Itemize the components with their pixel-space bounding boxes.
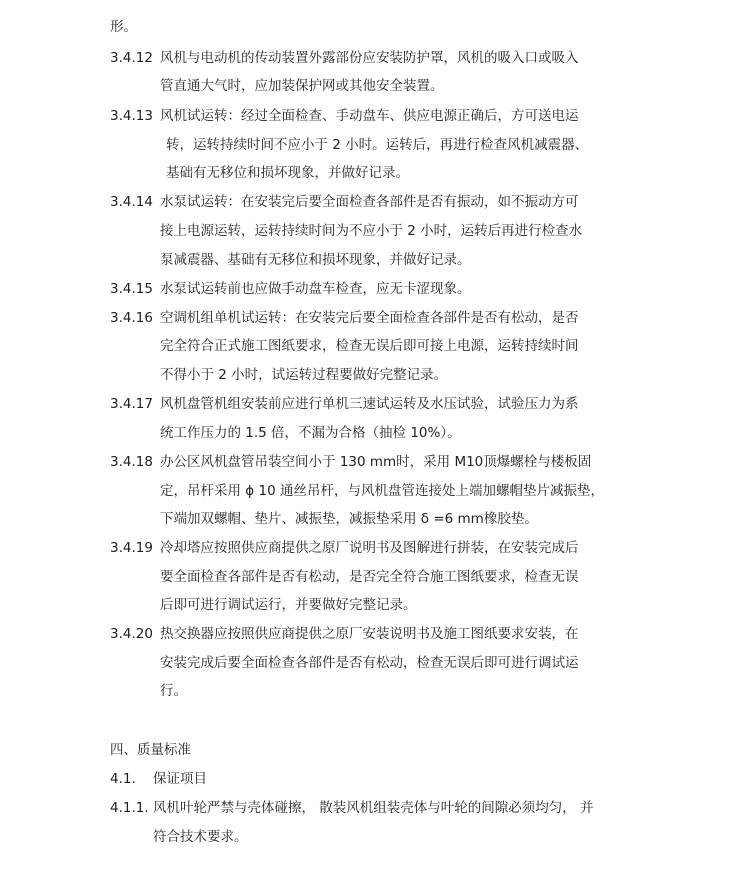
item-text-line: 统工作压力的 1.5 倍，不漏为合格（抽检 10%）。 bbox=[160, 425, 461, 441]
item-number: 3.4.12 bbox=[110, 50, 153, 66]
item-number: 3.4.13 bbox=[110, 108, 153, 124]
item-number: 3.4.20 bbox=[110, 626, 153, 642]
item-text-line: 风机与电动机的传动装置外露部份应安装防护罩，风机的吸入口或吸入 bbox=[160, 50, 579, 66]
item-text-line: 下端加双螺帽、垫片、减振垫，减振垫采用 δ =6 mm橡胶垫。 bbox=[160, 511, 538, 527]
item-text-line: 完全符合正式施工图纸要求，检查无误后即可接上电源，运转持续时间 bbox=[160, 338, 579, 354]
item-text-line: 泵减震器、基础有无移位和损坏现象，并做好记录。 bbox=[160, 252, 471, 268]
item-text-line: 定，吊杆采用 ϕ 10 通丝吊杆，与风机盘管连接处上端加螺帽垫片减振垫， bbox=[160, 483, 604, 499]
item-text-line: 转，运转持续时间不应小于 2 小时。运转后，再进行检查风机减震器、 bbox=[166, 137, 589, 153]
item-text-line: 接上电源运转，运转持续时间为不应小于 2 小时，运转后再进行检查水 bbox=[160, 223, 583, 239]
item-text-line: 管直通大气时，应加装保护网或其他安全装置。 bbox=[160, 78, 444, 94]
continuation-text: 形。 bbox=[110, 19, 137, 35]
item-text-line: 风机试运转：经过全面检查、手动盘车、供应电源正确后，方可送电运 bbox=[160, 108, 579, 124]
item-text-line: 热交换器应按照供应商提供之原厂安装说明书及施工图纸要求安装，在 bbox=[160, 626, 579, 642]
item-text-line: 风机盘管机组安装前应进行单机三速试运转及水压试验，试验压力为系 bbox=[160, 396, 579, 412]
item-number: 3.4.19 bbox=[110, 540, 153, 556]
subitem-text-line: 符合技术要求。 bbox=[153, 829, 248, 845]
item-text-line: 水泵试运转：在安装完后要全面检查各部件是否有振动，如不振动方可 bbox=[160, 194, 579, 210]
item-text-line: 行。 bbox=[160, 683, 187, 699]
item-text-line: 水泵试运转前也应做手动盘车检查，应无卡涩现象。 bbox=[160, 281, 471, 297]
item-text-line: 基础有无移位和损坏现象，并做好记录。 bbox=[166, 165, 409, 181]
subsection-title: 保证项目 bbox=[153, 771, 207, 787]
item-text-line: 空调机组单机试运转：在安装完后要全面检查各部件是否有松动，是否 bbox=[160, 310, 579, 326]
subsection-number: 4.1. bbox=[110, 771, 136, 787]
item-number: 3.4.15 bbox=[110, 281, 153, 297]
item-number: 3.4.17 bbox=[110, 396, 153, 412]
subitem-text-line: 风机叶轮严禁与壳体碰擦， 散装风机组装壳体与叶轮的间隙必须均匀， 并 bbox=[153, 800, 594, 816]
item-text-line: 要全面检查各部件是否有松动，是否完全符合施工图纸要求，检查无误 bbox=[160, 569, 579, 585]
section-heading: 四、质量标准 bbox=[110, 742, 191, 758]
subitem-number: 4.1.1. bbox=[110, 800, 149, 816]
item-text-line: 不得小于 2 小时，试运转过程要做好完整记录。 bbox=[160, 367, 448, 383]
item-number: 3.4.18 bbox=[110, 454, 153, 470]
item-text-line: 安装完成后要全面检查各部件是否有松动，检查无误后即可进行调试运 bbox=[160, 655, 579, 671]
item-number: 3.4.14 bbox=[110, 194, 153, 210]
item-text-line: 办公区风机盘管吊装空间小于 130 mm时，采用 M10顶爆螺栓与楼板固 bbox=[160, 454, 592, 470]
item-text-line: 冷却塔应按照供应商提供之原厂说明书及图解进行拼装，在安装完成后 bbox=[160, 540, 579, 556]
item-text-line: 后即可进行调试运行，并要做好完整记录。 bbox=[160, 597, 417, 613]
item-number: 3.4.16 bbox=[110, 310, 153, 326]
